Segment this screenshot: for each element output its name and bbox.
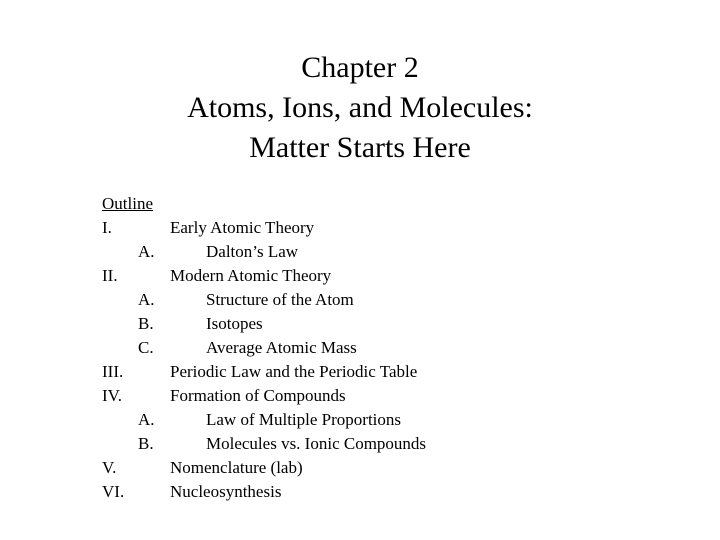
outline-subitem-text: Dalton’s Law xyxy=(206,242,299,261)
outline-subitem-letter: A. xyxy=(138,290,155,309)
outline-subitem xyxy=(102,408,402,432)
outline-subitem-text: Isotopes xyxy=(206,314,263,333)
outline-item-number: I. xyxy=(102,218,112,237)
title-line-main: Atoms, Ions, and Molecules: xyxy=(187,91,533,124)
outline-heading: Outline xyxy=(102,194,153,213)
outline-subitem-letter: A. xyxy=(138,410,155,429)
chapter-label: Chapter 2 xyxy=(301,51,419,84)
outline-item-number: III. xyxy=(102,362,124,381)
outline-item xyxy=(102,384,346,408)
outline-item xyxy=(102,456,303,480)
outline-item xyxy=(102,360,418,384)
outline-item-number: VI. xyxy=(102,482,125,501)
outline-subitem xyxy=(102,312,263,336)
outline-subitem-text: Average Atomic Mass xyxy=(206,338,357,357)
outline-subitem-text: Law of Multiple Proportions xyxy=(206,410,402,429)
outline-subitem xyxy=(102,288,354,312)
outline-item-text: Early Atomic Theory xyxy=(170,218,315,237)
outline-subitem xyxy=(102,432,427,456)
outline-subitem-letter: C. xyxy=(138,338,154,357)
outline-item-number: II. xyxy=(102,266,118,285)
title-line-sub: Matter Starts Here xyxy=(249,131,471,164)
outline-item-number: IV. xyxy=(102,386,122,405)
outline-item-text: Formation of Compounds xyxy=(170,386,346,405)
outline-item-text: Modern Atomic Theory xyxy=(170,266,332,285)
outline-subitem xyxy=(102,336,357,360)
outline-section xyxy=(102,192,427,504)
outline-item-text: Periodic Law and the Periodic Table xyxy=(170,362,418,381)
outline-item-text: Nomenclature (lab) xyxy=(170,458,303,477)
slide-title xyxy=(140,48,580,168)
outline-subitem xyxy=(102,240,299,264)
outline-subitem-letter: B. xyxy=(138,314,154,333)
outline-item xyxy=(102,216,315,240)
outline-item-text: Nucleosynthesis xyxy=(170,482,282,501)
outline-subitem-text: Structure of the Atom xyxy=(206,290,354,309)
outline-item xyxy=(102,264,332,288)
outline-subitem-letter: B. xyxy=(138,434,154,453)
outline-item xyxy=(102,480,282,504)
outline-item-number: V. xyxy=(102,458,117,477)
outline-subitem-letter: A. xyxy=(138,242,155,261)
outline-subitem-text: Molecules vs. Ionic Compounds xyxy=(206,434,427,453)
